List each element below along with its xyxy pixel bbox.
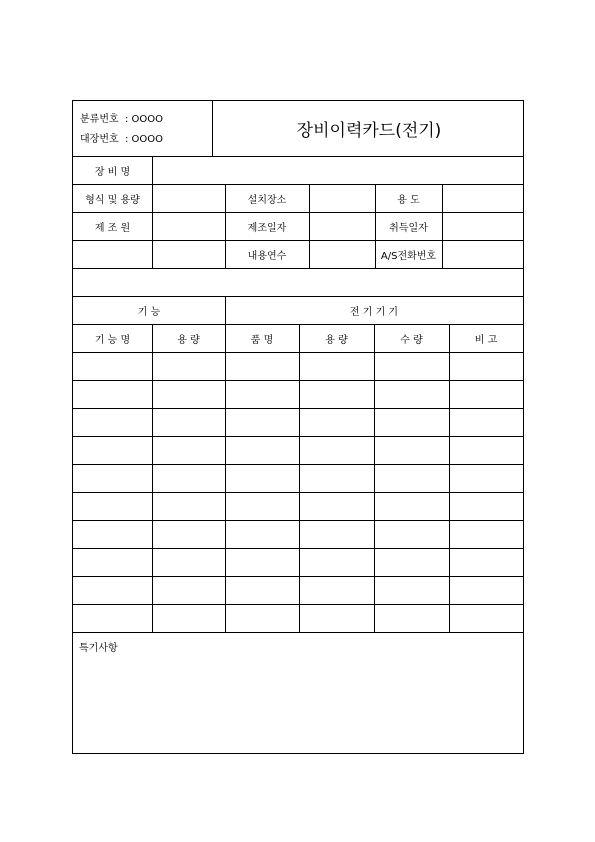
- equipment-name-label: 장 비 명: [94, 166, 131, 178]
- as-phone-label: A/S전화번호: [380, 250, 437, 262]
- model-capacity-label: 형식 및 용량: [85, 194, 140, 206]
- page-title: 장비이력카드(전기): [296, 121, 442, 141]
- column-header-remarks: 비 고: [474, 334, 498, 346]
- col-line: [152, 324, 153, 632]
- row-line: [73, 576, 523, 577]
- install-location-label: 설치장소: [247, 194, 287, 206]
- notes-label: 특기사항: [79, 643, 118, 654]
- column-header-capacity: 용 량: [177, 334, 200, 346]
- row-line: [73, 492, 523, 493]
- header-divider: [212, 101, 213, 156]
- classification-number: 분류번호 : OOOO: [80, 114, 164, 125]
- ledger-number: 대장번호 : OOOO: [80, 134, 164, 145]
- col-line: [152, 184, 153, 268]
- col-line: [299, 324, 300, 632]
- col-line: [374, 324, 375, 632]
- row-line: [73, 548, 523, 549]
- col-line: [152, 156, 153, 184]
- col-line: [309, 184, 310, 268]
- row-line: [73, 352, 523, 353]
- manufacturer-label: 제 조 원: [94, 222, 131, 234]
- col-line: [442, 184, 443, 268]
- equipment-history-card: [72, 100, 524, 754]
- column-header-function-name: 기 능 명: [94, 334, 131, 346]
- column-header-capacity-2: 용 량: [325, 334, 348, 346]
- manufacture-date-label: 제조일자: [247, 222, 287, 234]
- row-line: [73, 520, 523, 521]
- purpose-label: 용 도: [397, 194, 420, 206]
- column-header-quantity: 수 량: [400, 334, 423, 346]
- row-line: [73, 380, 523, 381]
- row-line: [73, 268, 523, 269]
- row-line: [73, 604, 523, 605]
- function-section-header: 기 능: [137, 306, 161, 318]
- row-line: [73, 464, 523, 465]
- electrical-section-header: 전 기 기 기: [349, 306, 399, 318]
- col-line: [225, 324, 226, 632]
- row-line: [73, 408, 523, 409]
- column-header-item-name: 품 명: [250, 334, 274, 346]
- acquisition-date-label: 취득일자: [389, 222, 428, 234]
- row-line: [73, 632, 523, 633]
- service-life-label: 내용연수: [247, 250, 287, 262]
- col-line: [449, 324, 450, 632]
- row-line: [73, 436, 523, 437]
